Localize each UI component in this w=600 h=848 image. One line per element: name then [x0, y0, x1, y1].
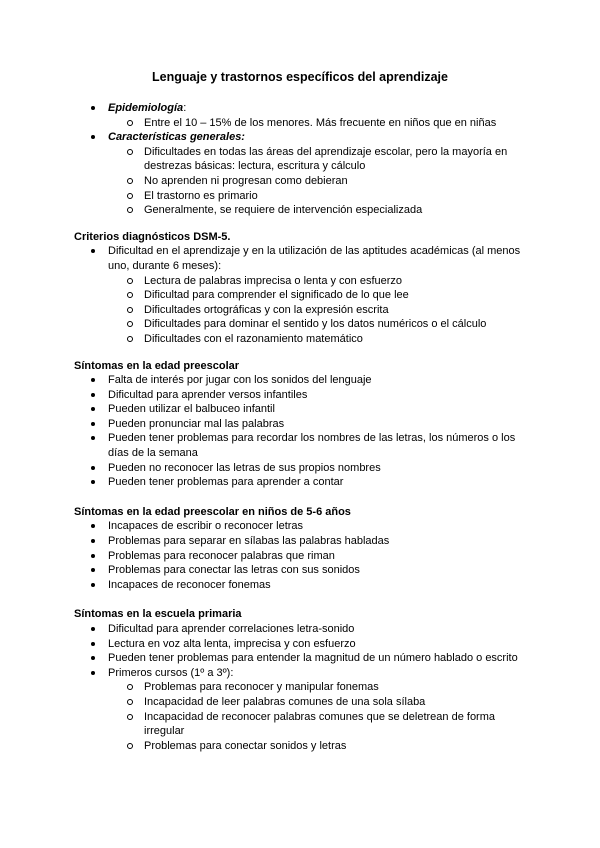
sub-list — [110, 680, 524, 753]
list-item: Incapaces de escribir o reconocer letras — [74, 519, 524, 534]
section-heading-primaria: Síntomas en la escuela primaria — [74, 608, 242, 621]
caracteristicas-label: Características generales: — [108, 131, 245, 144]
epidemiologia-label: Epidemiología — [108, 102, 184, 114]
sub-list — [110, 274, 524, 347]
list-item: Pueden tener problemas para aprender a contar — [74, 475, 524, 490]
sub-list-item: Dificultades para dominar el sentido y los datos numéricos o el cálculo — [110, 317, 524, 332]
list-item — [74, 130, 524, 218]
list-item: Problemas para conectar las letras con sus sonidos — [74, 563, 524, 578]
list-item: Pueden tener problemas para recordar los nombres de las letras, los números o los días de la semana — [74, 431, 524, 460]
list-item: Lectura en voz alta lenta, imprecisa y con esfuerzo — [74, 637, 524, 652]
primeros-cursos-label: Primeros cursos (1º a 3º): — [108, 666, 234, 679]
intro-list — [74, 101, 524, 218]
sub-list-item: Problemas para reconocer y manipular fonemas — [110, 680, 524, 695]
sub-list-item: Generalmente, se requiere de intervención especializada — [110, 203, 524, 218]
list-item: Dificultad para aprender versos infantiles — [74, 388, 524, 403]
list-item — [74, 244, 524, 346]
page-title: Lenguaje y trastornos específicos del aprendizaje — [152, 70, 448, 84]
sub-list — [110, 145, 524, 218]
sub-list-item: Dificultad para comprender el significado de lo que lee — [110, 288, 524, 303]
list-item — [74, 666, 524, 754]
sub-list-item: Incapacidad de leer palabras comunes de una sola sílaba — [110, 695, 524, 710]
sub-list-item: Dificultades ortográficas y con la expresión escrita — [110, 303, 524, 318]
preescolar-list — [74, 373, 524, 490]
list-item: Falta de interés por jugar con los sonidos del lenguaje — [74, 373, 524, 388]
sub-list — [110, 116, 524, 131]
sub-list-item: Problemas para conectar sonidos y letras — [110, 739, 524, 754]
list-item — [74, 101, 524, 130]
sub-list-item: No aprenden ni progresan como debieran — [110, 174, 524, 189]
section-heading-dsm5: Criterios diagnósticos DSM-5. — [74, 230, 231, 243]
sub-list-item: Dificultades en todas las áreas del aprendizaje escolar, pero la mayoría en destrezas básicas: lectura, escritura y cálculo — [110, 145, 524, 174]
section-heading-preescolar: Síntomas en la edad preescolar — [74, 359, 240, 372]
dsm5-list — [74, 244, 524, 346]
preescolar-5-6-list — [74, 519, 524, 592]
list-item: Problemas para separar en sílabas las palabras habladas — [74, 534, 524, 549]
sub-list-item: Incapacidad de reconocer palabras comunes que se deletrean de forma irregular — [110, 710, 524, 739]
list-item: Dificultad para aprender correlaciones letra-sonido — [74, 622, 524, 637]
list-item: Pueden no reconocer las letras de sus propios nombres — [74, 461, 524, 476]
sub-list-item: El trastorno es primario — [110, 189, 524, 204]
section-heading-preescolar-5-6: Síntomas en la edad preescolar en niños de 5-6 años — [74, 505, 351, 518]
dsm5-item-text: Dificultad en el aprendizaje y en la utilización de las aptitudes académicas (al menos uno, durante 6 meses): — [108, 245, 521, 272]
sub-list-item: Lectura de palabras imprecisa o lenta y con esfuerzo — [110, 274, 524, 289]
document-body — [74, 101, 524, 753]
list-item: Problemas para reconocer palabras que riman — [74, 549, 524, 564]
primaria-list — [74, 622, 524, 753]
list-item: Incapaces de reconocer fonemas — [74, 578, 524, 593]
list-item: Pueden tener problemas para entender la magnitud de un número hablado o escrito — [74, 651, 524, 666]
list-item: Pueden pronunciar mal las palabras — [74, 417, 524, 432]
epidemiologia-colon: : — [183, 102, 187, 114]
list-item: Pueden utilizar el balbuceo infantil — [74, 402, 524, 417]
sub-list-item: Dificultades con el razonamiento matemático — [110, 332, 524, 347]
sub-list-item: Entre el 10 – 15% de los menores. Más frecuente en niños que en niñas — [110, 116, 524, 131]
